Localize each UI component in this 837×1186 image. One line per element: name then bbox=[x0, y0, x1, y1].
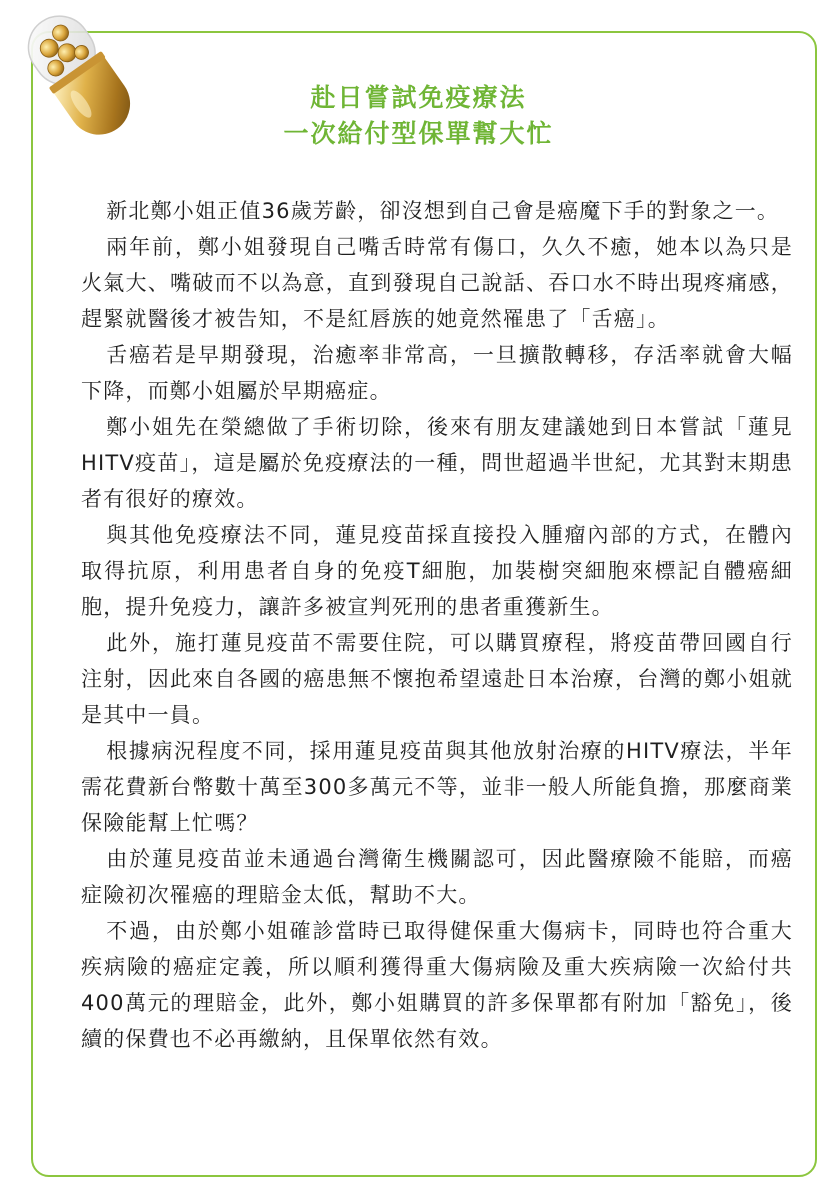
paragraph: 由於蓮見疫苗並未通過台灣衛生機關認可，因此醫療險不能賠，而癌症險初次罹癌的理賠金太低，幫助不大。 bbox=[81, 847, 793, 907]
title-line-1: 赴日嘗試免疫療法 bbox=[310, 83, 527, 112]
paragraph: 鄭小姐先在榮總做了手術切除，後來有朋友建議她到日本嘗試「蓮見HITV疫苗」，這是屬於免疫療法的一種，問世超過半世紀，尤其對末期患者有很好的療效。 bbox=[81, 415, 793, 511]
paragraph: 與其他免疫療法不同，蓮見疫苗採直接投入腫瘤內部的方式，在體內取得抗原，利用患者自身的免疫T細胞，加裝樹突細胞來標記自體癌細胞，提升免疫力，讓許多被宣判死刑的患者重獲新生。 bbox=[81, 523, 793, 619]
paragraph: 新北鄭小姐正值36歲芳齡，卻沒想到自己會是癌魔下手的對象之一。 bbox=[106, 199, 780, 223]
article-title bbox=[0, 80, 837, 152]
paragraph: 不過，由於鄭小姐確診當時已取得健保重大傷病卡，同時也符合重大疾病險的癌症定義，所以順利獲得重大傷病險及重大疾病險一次給付共400萬元的理賠金，此外，鄭小姐購買的許多保單都有附加「豁免」，後續的保費也不必再繳納，且保單依然有效。 bbox=[81, 919, 793, 1051]
title-line-2: 一次給付型保單幫大忙 bbox=[283, 119, 554, 148]
paragraph: 根據病況程度不同，採用蓮見疫苗與其他放射治療的HITV療法，半年需花費新台幣數十萬至300多萬元不等，並非一般人所能負擔，那麼商業保險能幫上忙嗎？ bbox=[81, 739, 793, 835]
paragraph: 此外，施打蓮見疫苗不需要住院，可以購買療程，將疫苗帶回國自行注射，因此來自各國的癌患無不懷抱希望遠赴日本治療，台灣的鄭小姐就是其中一員。 bbox=[81, 631, 793, 727]
paragraph: 舌癌若是早期發現，治癒率非常高，一旦擴散轉移，存活率就會大幅下降，而鄭小姐屬於早期癌症。 bbox=[81, 343, 793, 403]
paragraph: 兩年前，鄭小姐發現自己嘴舌時常有傷口，久久不癒，她本以為只是火氣大、嘴破而不以為意，直到發現自己說話、吞口水不時出現疼痛感，趕緊就醫後才被告知，不是紅唇族的她竟然罹患了「舌癌」。 bbox=[81, 235, 793, 331]
article-body bbox=[81, 193, 793, 1057]
